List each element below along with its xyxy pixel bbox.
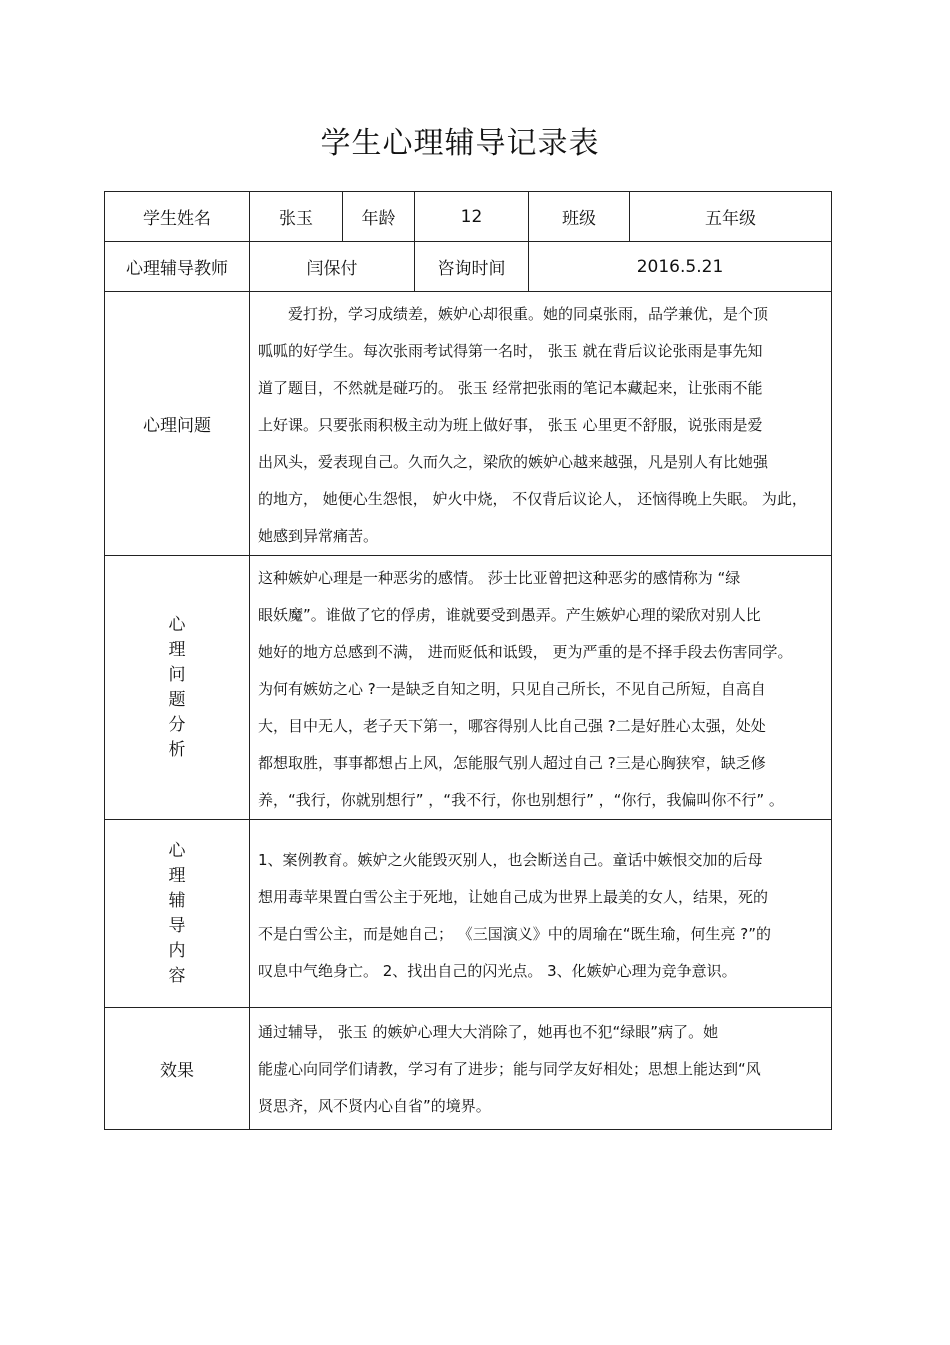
content-label-char: 辅 — [168, 890, 186, 911]
analysis-row — [105, 556, 832, 820]
analysis-label — [105, 556, 250, 820]
effect-line: 能虚心向同学们请教，学习有了进步；能与同学友好相处；思想上能达到“风 — [258, 1060, 761, 1078]
student-name-value: 张玉 — [250, 192, 343, 242]
class-value: 五年级 — [630, 192, 832, 242]
analysis-line: 为何有嫉妨之心 ?一是缺乏自知之明，只见自己所长，不见自己所短，自高自 — [258, 680, 766, 698]
effect-line: 贤思齐，风不贤内心自省”的境界。 — [258, 1097, 491, 1115]
age-label: 年龄 — [343, 192, 415, 242]
analysis-label-char: 心 — [168, 614, 186, 635]
problem-line: 呱呱的好学生。每次张雨考试得第一名时， 张玉 就在背后议论张雨是事先知 — [258, 342, 763, 360]
analysis-line: 大，目中无人，老子天下第一，哪容得别人比自己强 ?二是好胜心太强，处处 — [258, 717, 766, 735]
content-line: 叹息中气绝身亡。 2、找出自己的闪光点。 3、化嫉妒心理为竞争意识。 — [258, 962, 737, 980]
analysis-label-char: 析 — [168, 739, 186, 760]
problem-label: 心理问题 — [105, 292, 250, 556]
problem-row — [105, 292, 832, 556]
teacher-label: 心理辅导教师 — [105, 242, 250, 292]
consult-time-label: 咨询时间 — [415, 242, 529, 292]
problem-line: 的地方， 她便心生怨恨， 妒火中烧， 不仅背后议论人， 还恼得晚上失眠。 为此， — [258, 490, 807, 508]
consult-time-value: 2016.5.21 — [529, 242, 832, 292]
content-label-char: 导 — [168, 915, 186, 936]
teacher-value: 闫保付 — [250, 242, 415, 292]
analysis-label-char: 问 — [168, 664, 186, 685]
analysis-line: 养，“我行，你就别想行” ，“我不行，你也别想行” ，“你行，我偏叫你不行” 。 — [258, 791, 784, 809]
problem-line: 爱打扮，学习成绩差，嫉妒心却很重。她的同桌张雨，品学兼优，是个顶 — [288, 305, 769, 323]
student-name-label: 学生姓名 — [105, 192, 250, 242]
effect-label: 效果 — [105, 1008, 250, 1130]
content-line: 1、案例教育。嫉妒之火能毁灭别人，也会断送自己。童话中嫉恨交加的后母 — [258, 851, 763, 869]
content-text — [250, 820, 832, 1008]
analysis-label-char: 题 — [168, 689, 186, 710]
content-label-char: 心 — [168, 840, 186, 861]
problem-line: 上好课。只要张雨积极主动为班上做好事， 张玉 心里更不舒服，说张雨是爱 — [258, 416, 763, 434]
analysis-text — [250, 556, 832, 820]
teacher-info-row — [105, 242, 832, 292]
counseling-record-table — [104, 191, 832, 1130]
problem-line: 道了题目，不然就是碰巧的。 张玉 经常把张雨的笔记本藏起来，让张雨不能 — [258, 379, 763, 397]
content-label-char: 理 — [168, 865, 186, 886]
content-label — [105, 820, 250, 1008]
problem-line: 她感到异常痛苦。 — [258, 527, 379, 545]
content-label-char: 容 — [168, 965, 186, 986]
student-info-row — [105, 192, 832, 242]
analysis-line: 这种嫉妒心理是一种恶劣的感情。 莎士比亚曾把这种恶劣的感情称为 “绿 — [258, 569, 741, 587]
content-line: 想用毒苹果置白雪公主于死地，让她自己成为世界上最美的女人，结果，死的 — [258, 888, 769, 906]
analysis-line: 她好的地方总感到不满， 进而贬低和诋毁， 更为严重的是不择手段去伤害同学。 — [258, 643, 793, 661]
age-value: 12 — [415, 192, 529, 242]
problem-line: 出风头，爱表现自己。久而久之，梁欣的嫉妒心越来越强，凡是别人有比她强 — [258, 453, 769, 471]
content-label-char: 内 — [168, 940, 186, 961]
content-row — [105, 820, 832, 1008]
analysis-label-char: 理 — [168, 639, 186, 660]
class-label: 班级 — [529, 192, 630, 242]
effect-row — [105, 1008, 832, 1130]
page-title: 学生心理辅导记录表 — [320, 126, 600, 161]
effect-line: 通过辅导， 张玉 的嫉妒心理大大消除了，她再也不犯“绿眼”病了。她 — [258, 1023, 719, 1041]
effect-text — [250, 1008, 832, 1130]
analysis-line: 眼妖魔”。谁做了它的俘虏，谁就要受到愚弄。产生嫉妒心理的梁欣对别人比 — [258, 606, 761, 624]
content-line: 不是白雪公主，而是她自己； 《三国演义》中的周瑜在“既生瑜，何生亮 ?”的 — [258, 925, 772, 943]
analysis-label-char: 分 — [168, 714, 186, 735]
analysis-line: 都想取胜，事事都想占上风，怎能服气别人超过自己 ?三是心胸狭窄，缺乏修 — [258, 754, 766, 772]
problem-text — [250, 292, 832, 556]
